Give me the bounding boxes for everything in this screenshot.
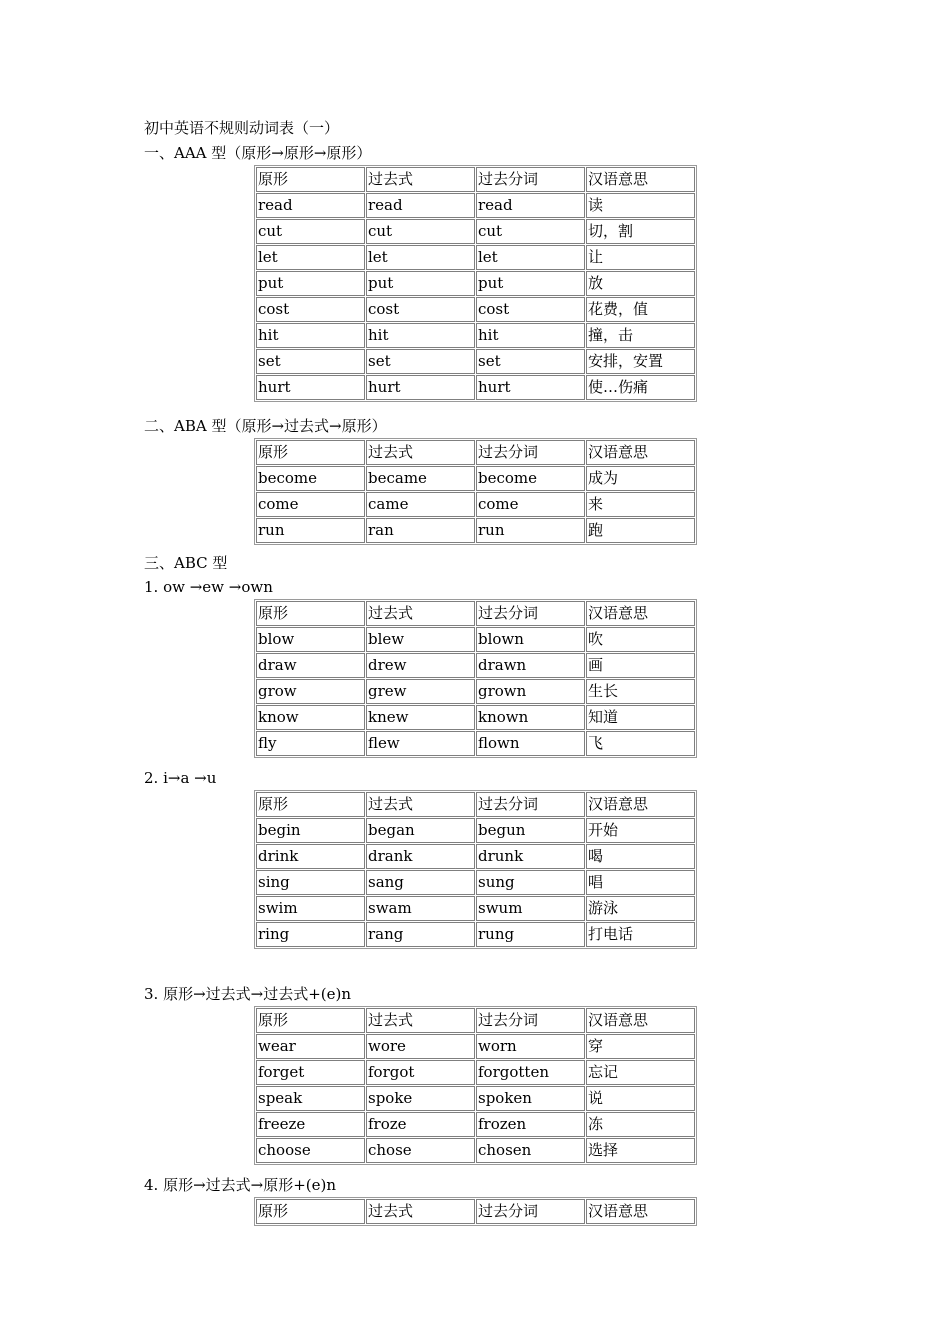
cell-base-form: run bbox=[256, 518, 365, 543]
cell-base-form: cut bbox=[256, 219, 365, 244]
section-heading-abc: 三、ABC 型 bbox=[144, 554, 228, 572]
table-row bbox=[256, 297, 695, 322]
cell-meaning: 打电话 bbox=[586, 922, 695, 947]
cell-meaning: 选择 bbox=[586, 1138, 695, 1163]
cell-past-tense: wore bbox=[366, 1034, 475, 1059]
subsection-heading-i-a-u: 2. i→a →u bbox=[144, 769, 217, 787]
cell-past-participle: forgotten bbox=[476, 1060, 585, 1085]
verb-table-past-en bbox=[254, 1006, 697, 1165]
cell-past-participle: rung bbox=[476, 922, 585, 947]
cell-meaning: 冻 bbox=[586, 1112, 695, 1137]
cell-past-tense: sang bbox=[366, 870, 475, 895]
header-past-participle: 过去分词 bbox=[476, 440, 585, 465]
cell-meaning: 知道 bbox=[586, 705, 695, 730]
cell-base-form: forget bbox=[256, 1060, 365, 1085]
header-base-form: 原形 bbox=[256, 440, 365, 465]
table-row bbox=[256, 245, 695, 270]
cell-past-tense: grew bbox=[366, 679, 475, 704]
header-base-form: 原形 bbox=[256, 601, 365, 626]
cell-meaning: 穿 bbox=[586, 1034, 695, 1059]
table-row bbox=[256, 653, 695, 678]
table-row bbox=[256, 193, 695, 218]
cell-meaning: 成为 bbox=[586, 466, 695, 491]
table-header-row bbox=[256, 792, 695, 817]
cell-meaning: 撞，击 bbox=[586, 323, 695, 348]
header-past-tense: 过去式 bbox=[366, 167, 475, 192]
cell-past-participle: drunk bbox=[476, 844, 585, 869]
cell-meaning: 花费，值 bbox=[586, 297, 695, 322]
cell-past-participle: worn bbox=[476, 1034, 585, 1059]
cell-meaning: 读 bbox=[586, 193, 695, 218]
cell-past-participle: set bbox=[476, 349, 585, 374]
verb-table-i-a-u bbox=[254, 790, 697, 949]
table-row bbox=[256, 679, 695, 704]
cell-past-participle: begun bbox=[476, 818, 585, 843]
section-heading-aba: 二、ABA 型（原形→过去式→原形） bbox=[144, 417, 387, 435]
table-header-row bbox=[256, 167, 695, 192]
cell-past-tense: blew bbox=[366, 627, 475, 652]
cell-base-form: draw bbox=[256, 653, 365, 678]
cell-past-participle: hit bbox=[476, 323, 585, 348]
table-row bbox=[256, 219, 695, 244]
cell-past-participle: become bbox=[476, 466, 585, 491]
cell-past-participle: read bbox=[476, 193, 585, 218]
cell-past-tense: came bbox=[366, 492, 475, 517]
header-base-form: 原形 bbox=[256, 167, 365, 192]
cell-base-form: grow bbox=[256, 679, 365, 704]
header-chinese-meaning: 汉语意思 bbox=[586, 792, 695, 817]
document-title: 初中英语不规则动词表（一） bbox=[144, 119, 340, 137]
cell-past-participle: drawn bbox=[476, 653, 585, 678]
cell-past-tense: hit bbox=[366, 323, 475, 348]
cell-past-tense: forgot bbox=[366, 1060, 475, 1085]
table-row bbox=[256, 818, 695, 843]
cell-base-form: drink bbox=[256, 844, 365, 869]
cell-past-tense: became bbox=[366, 466, 475, 491]
cell-past-tense: knew bbox=[366, 705, 475, 730]
header-past-tense: 过去式 bbox=[366, 1008, 475, 1033]
cell-meaning: 游泳 bbox=[586, 896, 695, 921]
cell-meaning: 画 bbox=[586, 653, 695, 678]
table-header-row bbox=[256, 440, 695, 465]
table-row bbox=[256, 466, 695, 491]
table-row bbox=[256, 1060, 695, 1085]
header-past-tense: 过去式 bbox=[366, 440, 475, 465]
table-header-row bbox=[256, 1199, 695, 1224]
header-past-tense: 过去式 bbox=[366, 601, 475, 626]
cell-past-participle: hurt bbox=[476, 375, 585, 400]
cell-base-form: swim bbox=[256, 896, 365, 921]
cell-past-tense: cost bbox=[366, 297, 475, 322]
subsection-heading-base-en: 4. 原形→过去式→原形+(e)n bbox=[144, 1176, 337, 1194]
header-chinese-meaning: 汉语意思 bbox=[586, 440, 695, 465]
cell-meaning: 使…伤痛 bbox=[586, 375, 695, 400]
cell-base-form: speak bbox=[256, 1086, 365, 1111]
cell-meaning: 忘记 bbox=[586, 1060, 695, 1085]
cell-base-form: become bbox=[256, 466, 365, 491]
cell-past-tense: drew bbox=[366, 653, 475, 678]
table-row bbox=[256, 271, 695, 296]
header-past-tense: 过去式 bbox=[366, 1199, 475, 1224]
header-chinese-meaning: 汉语意思 bbox=[586, 1008, 695, 1033]
header-base-form: 原形 bbox=[256, 1199, 365, 1224]
cell-base-form: hurt bbox=[256, 375, 365, 400]
table-row bbox=[256, 1112, 695, 1137]
cell-past-participle: let bbox=[476, 245, 585, 270]
table-row bbox=[256, 518, 695, 543]
header-base-form: 原形 bbox=[256, 792, 365, 817]
cell-meaning: 开始 bbox=[586, 818, 695, 843]
header-chinese-meaning: 汉语意思 bbox=[586, 1199, 695, 1224]
table-row bbox=[256, 349, 695, 374]
cell-past-tense: rang bbox=[366, 922, 475, 947]
table-row bbox=[256, 1138, 695, 1163]
header-past-participle: 过去分词 bbox=[476, 792, 585, 817]
cell-past-tense: chose bbox=[366, 1138, 475, 1163]
cell-past-tense: spoke bbox=[366, 1086, 475, 1111]
cell-meaning: 吹 bbox=[586, 627, 695, 652]
cell-past-participle: spoken bbox=[476, 1086, 585, 1111]
cell-base-form: begin bbox=[256, 818, 365, 843]
table-row bbox=[256, 492, 695, 517]
cell-meaning: 飞 bbox=[586, 731, 695, 756]
table-row bbox=[256, 1086, 695, 1111]
header-base-form: 原形 bbox=[256, 1008, 365, 1033]
cell-past-tense: began bbox=[366, 818, 475, 843]
cell-past-participle: chosen bbox=[476, 1138, 585, 1163]
cell-past-participle: grown bbox=[476, 679, 585, 704]
cell-meaning: 说 bbox=[586, 1086, 695, 1111]
header-past-participle: 过去分词 bbox=[476, 1008, 585, 1033]
cell-meaning: 来 bbox=[586, 492, 695, 517]
cell-meaning: 安排，安置 bbox=[586, 349, 695, 374]
header-past-tense: 过去式 bbox=[366, 792, 475, 817]
cell-base-form: read bbox=[256, 193, 365, 218]
cell-base-form: know bbox=[256, 705, 365, 730]
table-row bbox=[256, 375, 695, 400]
cell-past-participle: blown bbox=[476, 627, 585, 652]
cell-past-tense: swam bbox=[366, 896, 475, 921]
cell-base-form: cost bbox=[256, 297, 365, 322]
table-row bbox=[256, 844, 695, 869]
table-row bbox=[256, 896, 695, 921]
cell-base-form: come bbox=[256, 492, 365, 517]
cell-past-participle: cut bbox=[476, 219, 585, 244]
subsection-heading-ow-ew-own: 1. ow →ew →own bbox=[144, 578, 273, 596]
cell-past-tense: drank bbox=[366, 844, 475, 869]
cell-past-tense: hurt bbox=[366, 375, 475, 400]
header-past-participle: 过去分词 bbox=[476, 167, 585, 192]
cell-meaning: 唱 bbox=[586, 870, 695, 895]
cell-base-form: set bbox=[256, 349, 365, 374]
cell-meaning: 切，割 bbox=[586, 219, 695, 244]
cell-meaning: 生长 bbox=[586, 679, 695, 704]
header-past-participle: 过去分词 bbox=[476, 1199, 585, 1224]
cell-past-tense: flew bbox=[366, 731, 475, 756]
table-row bbox=[256, 627, 695, 652]
table-header-row bbox=[256, 1008, 695, 1033]
header-past-participle: 过去分词 bbox=[476, 601, 585, 626]
table-row bbox=[256, 922, 695, 947]
cell-base-form: hit bbox=[256, 323, 365, 348]
cell-past-participle: swum bbox=[476, 896, 585, 921]
verb-table-aba bbox=[254, 438, 697, 545]
header-chinese-meaning: 汉语意思 bbox=[586, 167, 695, 192]
cell-meaning: 放 bbox=[586, 271, 695, 296]
cell-base-form: let bbox=[256, 245, 365, 270]
cell-base-form: choose bbox=[256, 1138, 365, 1163]
cell-past-tense: put bbox=[366, 271, 475, 296]
table-row bbox=[256, 705, 695, 730]
cell-past-tense: ran bbox=[366, 518, 475, 543]
cell-past-participle: sung bbox=[476, 870, 585, 895]
cell-past-tense: set bbox=[366, 349, 475, 374]
cell-past-participle: cost bbox=[476, 297, 585, 322]
cell-past-participle: frozen bbox=[476, 1112, 585, 1137]
cell-past-participle: known bbox=[476, 705, 585, 730]
table-header-row bbox=[256, 601, 695, 626]
cell-past-participle: put bbox=[476, 271, 585, 296]
cell-past-participle: come bbox=[476, 492, 585, 517]
table-row bbox=[256, 323, 695, 348]
cell-meaning: 跑 bbox=[586, 518, 695, 543]
cell-past-participle: run bbox=[476, 518, 585, 543]
table-row bbox=[256, 870, 695, 895]
verb-table-base-en bbox=[254, 1197, 697, 1226]
cell-meaning: 喝 bbox=[586, 844, 695, 869]
table-row bbox=[256, 1034, 695, 1059]
cell-past-participle: flown bbox=[476, 731, 585, 756]
cell-base-form: put bbox=[256, 271, 365, 296]
cell-past-tense: cut bbox=[366, 219, 475, 244]
cell-base-form: wear bbox=[256, 1034, 365, 1059]
cell-past-tense: read bbox=[366, 193, 475, 218]
cell-past-tense: froze bbox=[366, 1112, 475, 1137]
cell-base-form: sing bbox=[256, 870, 365, 895]
cell-base-form: fly bbox=[256, 731, 365, 756]
cell-base-form: blow bbox=[256, 627, 365, 652]
subsection-heading-past-en: 3. 原形→过去式→过去式+(e)n bbox=[144, 985, 352, 1003]
cell-base-form: freeze bbox=[256, 1112, 365, 1137]
section-heading-aaa: 一、AAA 型（原形→原形→原形） bbox=[144, 144, 372, 162]
verb-table-aaa bbox=[254, 165, 697, 402]
cell-meaning: 让 bbox=[586, 245, 695, 270]
cell-base-form: ring bbox=[256, 922, 365, 947]
verb-table-ow-ew-own bbox=[254, 599, 697, 758]
cell-past-tense: let bbox=[366, 245, 475, 270]
header-chinese-meaning: 汉语意思 bbox=[586, 601, 695, 626]
table-row bbox=[256, 731, 695, 756]
